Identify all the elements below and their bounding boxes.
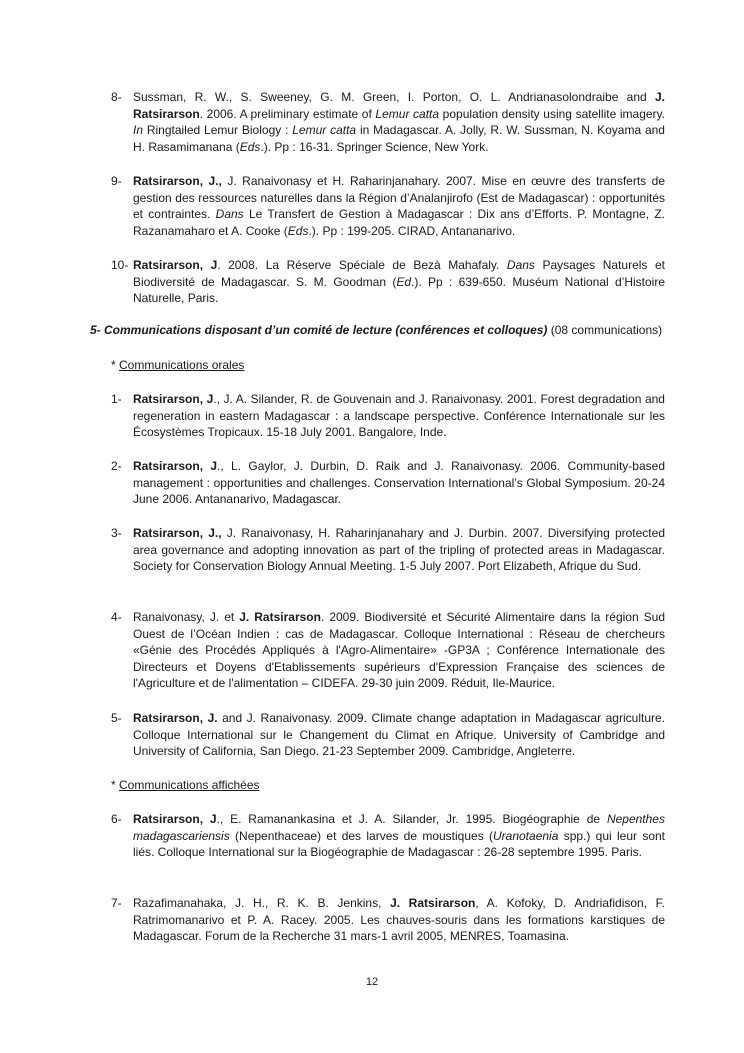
reference-text bbox=[133, 609, 665, 692]
reference-text bbox=[133, 89, 665, 155]
reference-run: in Madagascar. A. Jolly, R. W. Sussman, N. Koyama and H. Rasamimanana ( bbox=[133, 123, 665, 154]
reference-number: 2- bbox=[111, 459, 122, 473]
reference-run: population density using satellite imagery. bbox=[439, 106, 665, 121]
italic-term: Eds bbox=[287, 223, 309, 238]
reference-number: 1- bbox=[111, 392, 122, 406]
reference-run: spp.) qui leur sont liés. Colloque International sur la Biogéographie de Madagascar : 26-28 septembre 1995. Paris. bbox=[133, 828, 666, 860]
reference-number: 3- bbox=[111, 526, 122, 540]
reference-entry bbox=[111, 89, 665, 155]
reference-number: 9- bbox=[111, 174, 122, 188]
author-highlight: Ratsirarson, J., bbox=[133, 526, 222, 540]
reference-text bbox=[133, 257, 665, 307]
subheading-oral bbox=[111, 357, 244, 374]
italic-term: Ed bbox=[396, 274, 412, 289]
reference-text bbox=[133, 710, 665, 760]
reference-entry bbox=[111, 391, 665, 441]
reference-run: Sussman, R. W., S. Sweeney, G. M. Green, I. Porton, O. L. Andrianasolondraibe and bbox=[133, 90, 655, 104]
reference-run: Razafimanahaka, J. H., R. K. B. Jenkins, bbox=[133, 896, 391, 910]
reference-entry bbox=[111, 609, 665, 692]
author-highlight: J. Ratsirarson bbox=[133, 90, 665, 121]
italic-term: Dans bbox=[506, 258, 535, 272]
subheading-prefix: * bbox=[111, 358, 120, 372]
author-highlight: J. Ratsirarson bbox=[239, 610, 321, 624]
reference-run: .). Pp : 16-31. Springer Science, New York. bbox=[260, 139, 489, 154]
reference-entry bbox=[111, 525, 665, 575]
reference-number: 6- bbox=[111, 812, 122, 826]
reference-entry bbox=[111, 895, 665, 945]
reference-run: ., L. Gaylor, J. Durbin, D. Raik and J. Ranaivonasy. 2006. Community-based management : opportunities and challenges. Conservation International’s Global Symposium. 20-24 June 2006. Antananarivo, Madagascar. bbox=[133, 459, 665, 507]
reference-run: . 2006. A preliminary estimate of bbox=[199, 106, 376, 121]
author-highlight: Ratsirarson, J bbox=[133, 459, 218, 473]
reference-run: J. Ranaivonasy, H. Raharinjanahary and J. Durbin. 2007. Diversifying protected area governance and adopting innovation as part of the tripling of protected areas in Madagascar. Society for Conservation Biology Annual Meeting. 1-5 July 2007. Port Elizabeth, Afrique du Sud. bbox=[133, 526, 665, 574]
reference-entry bbox=[111, 710, 665, 760]
reference-run: . 2008. La Réserve Spéciale de Bezà Mahafaly. bbox=[217, 258, 507, 272]
reference-entry bbox=[111, 173, 665, 239]
reference-run: .). Pp : 199-205. CIRAD, Antananarivo. bbox=[308, 223, 516, 238]
reference-text bbox=[133, 811, 665, 861]
subheading-prefix: * bbox=[111, 778, 120, 792]
reference-text bbox=[133, 458, 665, 508]
subheading-label: Communications affichées bbox=[119, 778, 260, 792]
reference-run: J. Ranaivonasy et H. Raharinjanahary. 2007. Mise en œuvre des transferts de gestion des ressources naturelles dans la Région d’Analanjirofo (Est de Madagascar) : opportunités et contraintes. bbox=[133, 174, 665, 222]
page-number: 12 bbox=[365, 976, 379, 988]
reference-entry bbox=[111, 458, 665, 508]
italic-term: Eds bbox=[239, 139, 261, 154]
reference-entry bbox=[111, 811, 665, 861]
reference-run: .). Pp : 639-650. Muséum National d’Histoire Naturelle, Paris. bbox=[133, 274, 666, 306]
reference-text bbox=[133, 173, 665, 239]
author-highlight: J. Ratsirarson bbox=[390, 896, 476, 910]
reference-run: and J. Ranaivonasy. 2009. Climate change adaptation in Madagascar agriculture. Colloque International sur le Changement du Climat en Afrique. University of Cambridge and University of California, San Diego. 21-23 September 2009. Cambridge, Angleterre. bbox=[133, 711, 665, 759]
italic-term: Lemur catta bbox=[292, 123, 357, 138]
italic-term: Lemur catta bbox=[375, 106, 440, 121]
reference-number: 8- bbox=[111, 90, 122, 104]
reference-number: 5- bbox=[111, 711, 122, 725]
author-highlight: Ratsirarson, J bbox=[133, 258, 218, 272]
reference-number: 7- bbox=[111, 896, 122, 910]
author-highlight: Ratsirarson, J. bbox=[133, 711, 218, 725]
reference-run: Ranaivonasy, J. et bbox=[133, 610, 240, 624]
section-heading bbox=[90, 322, 690, 339]
reference-text bbox=[133, 391, 665, 441]
reference-entry bbox=[111, 257, 665, 307]
italic-term: Dans bbox=[215, 207, 244, 222]
reference-run: . 2009. Biodiversité et Sécurité Alimentaire dans la région Sud Ouest de l’Océan Indien : cas de Madagascar. Colloque International : Réseau de chercheurs «Génie des Procédés Appliqués à l'Agro-Alimentaire» -GP3A ; Conférence Internationale des Directeurs et Doyens d'Etablissements supérieurs d'Expression Française des sciences de l'Agriculture et de l'alimentation – CIDEFA. 29-30 juin 2009. Réduit, Ile-Maurice. bbox=[133, 610, 666, 691]
subheading-posters bbox=[111, 777, 260, 794]
reference-number: 4- bbox=[111, 610, 122, 624]
subheading-label: Communications orales bbox=[119, 358, 245, 372]
author-highlight: Ratsirarson, J bbox=[133, 392, 214, 406]
reference-run: (Nepenthaceae) et des larves de moustiques ( bbox=[229, 828, 493, 843]
author-highlight: Ratsirarson, J., bbox=[133, 174, 222, 188]
author-highlight: Ratsirarson, J bbox=[133, 812, 217, 826]
reference-run: Paysages Naturels et Biodiversité de Madagascar. S. M. Goodman ( bbox=[133, 258, 665, 289]
reference-run: , A. Kofoky, D. Andriafidison, F. Ratrimomanarivo et P. A. Racey. 2005. Les chauves-souris dans les formations karstiques de Madagascar. Forum de la Recherche 31 mars-1 avril 2005, MENRES, Toamasina. bbox=[133, 896, 665, 944]
reference-number: 10- bbox=[111, 258, 129, 272]
reference-run: ., J. A. Silander, R. de Gouvenain and J. Ranaivonasy. 2001. Forest degradation and regeneration in eastern Madagascar : a landscape perspective. Conférence Internationale sur les Écosystèmes Tropicaux. 15-18 July 2001. Bangalore, Inde. bbox=[133, 392, 665, 440]
italic-term: In bbox=[133, 123, 144, 138]
italic-term: Nepenthes madagascariensis bbox=[133, 812, 665, 843]
reference-run: Le Transfert de Gestion à Madagascar : Dix ans d’Efforts. P. Montagne, Z. Razanamaharo et A. Cooke ( bbox=[133, 207, 665, 238]
section-title: 5- Communications disposant d’un comité de lecture (conférences et colloques) bbox=[90, 323, 548, 337]
italic-term: Uranotaenia bbox=[493, 828, 559, 843]
reference-run: ., E. Ramanankasina et J. A. Silander, Jr. 1995. Biogéographie de bbox=[216, 812, 607, 826]
reference-text bbox=[133, 525, 665, 575]
reference-text bbox=[133, 895, 665, 945]
section-count: (08 communications) bbox=[547, 323, 663, 337]
reference-run: Ringtailed Lemur Biology : bbox=[143, 123, 293, 138]
